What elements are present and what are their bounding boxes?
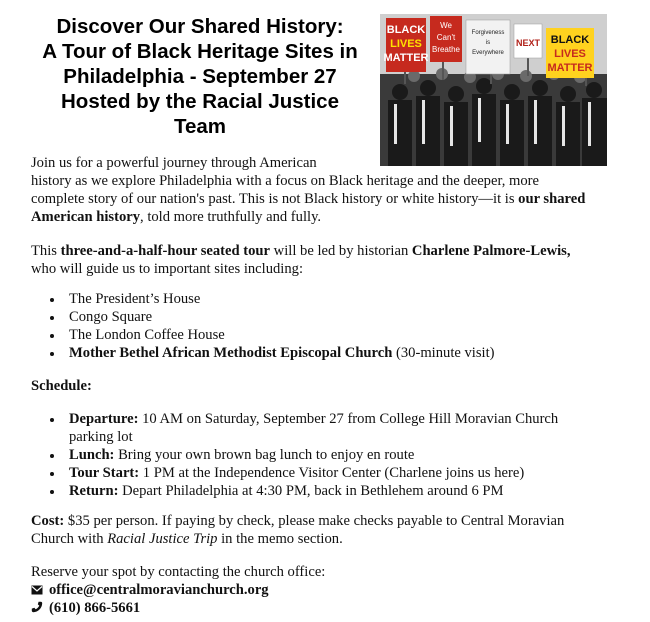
intro-line: complete story of our nation's past. This is not Black history or white history—it is our shared <box>31 191 586 207</box>
sign-text: Forgiveness <box>471 30 505 36</box>
intro-line: Join us for a powerful journey through American <box>31 155 317 171</box>
schedule-item-return: Return: Depart Philadelphia at 4:30 PM, back in Bethlehem around 6 PM <box>31 482 621 500</box>
tour-line: This three-and-a-half-hour seated tour will be led by historian Charlene Palmore-Lewis, <box>31 243 571 259</box>
schedule-list <box>31 410 621 500</box>
sign-text: BLACK <box>550 34 590 46</box>
title-line: Philadelphia - September 27 <box>63 65 337 88</box>
emphasis: American history <box>31 209 141 225</box>
site-item: Mother Bethel African Methodist Episcopal Church (30-minute visit) <box>31 344 621 362</box>
schedule-item-departure: Departure: 10 AM on Saturday, September 27 from College Hill Moravian Church parking lot <box>31 410 621 446</box>
email-link[interactable]: office@centralmoravianchurch.org <box>49 582 269 598</box>
site-item: The President’s House <box>31 290 621 308</box>
sign-text: MATTER <box>547 62 593 74</box>
sign-text: MATTER <box>383 52 429 64</box>
cost-label: Cost: <box>31 513 65 529</box>
sign-text: Breathe <box>431 45 461 54</box>
historian-name: Charlene Palmore-Lewis, <box>411 243 571 259</box>
sign-text: LIVES <box>390 38 422 50</box>
intro-line: American history, told more truthfully and fully. <box>31 209 322 225</box>
sign-text: BLACK <box>386 24 426 36</box>
protest-march-photo <box>380 14 607 166</box>
flyer-title <box>30 14 370 139</box>
tour-line: who will guide us to important sites including: <box>31 261 303 277</box>
site-item: Congo Square <box>31 308 621 326</box>
memo-text: Racial Justice Trip <box>107 531 218 547</box>
title-line: A Tour of Black Heritage Sites in <box>42 40 358 63</box>
contact-phone[interactable] <box>31 599 140 617</box>
title-line: Team <box>173 115 227 138</box>
reserve-text: Reserve your spot by contacting the church office: <box>31 564 326 580</box>
sign-text: We <box>440 21 452 30</box>
schedule-item-lunch: Lunch: Bring your own brown bag lunch to enjoy en route <box>31 446 621 464</box>
intro-line: history as we explore Philadelphia with a focus on Black heritage and the deeper, more <box>31 173 540 189</box>
sites-list <box>31 290 621 362</box>
schedule-heading: Schedule: <box>31 378 92 394</box>
sign-text: NEXT <box>515 38 541 48</box>
envelope-icon <box>31 585 45 595</box>
intro-paragraph <box>31 154 621 226</box>
contact-email[interactable] <box>31 581 269 599</box>
sign-text: Everywhere <box>472 50 504 56</box>
phone-icon <box>31 601 45 613</box>
tour-paragraph <box>31 242 621 278</box>
schedule-item-tour-start: Tour Start: 1 PM at the Independence Visitor Center (Charlene joins us here) <box>31 464 621 482</box>
sign-text: is <box>485 40 491 46</box>
sign-text: Can't <box>436 33 456 42</box>
tour-duration: three-and-a-half-hour seated tour <box>60 243 271 259</box>
title-line: Discover Our Shared History: <box>56 15 344 38</box>
site-item: The London Coffee House <box>31 326 621 344</box>
sign-text: LIVES <box>554 48 586 60</box>
cost-paragraph: Cost: $35 per person. If paying by check, please make checks payable to Central Moravian Church with Racial Justice Trip in the memo section. <box>31 513 565 547</box>
emphasis: our shared <box>518 191 586 207</box>
title-line: Hosted by the Racial Justice <box>61 90 339 113</box>
phone-link[interactable]: (610) 866-5661 <box>49 600 141 616</box>
